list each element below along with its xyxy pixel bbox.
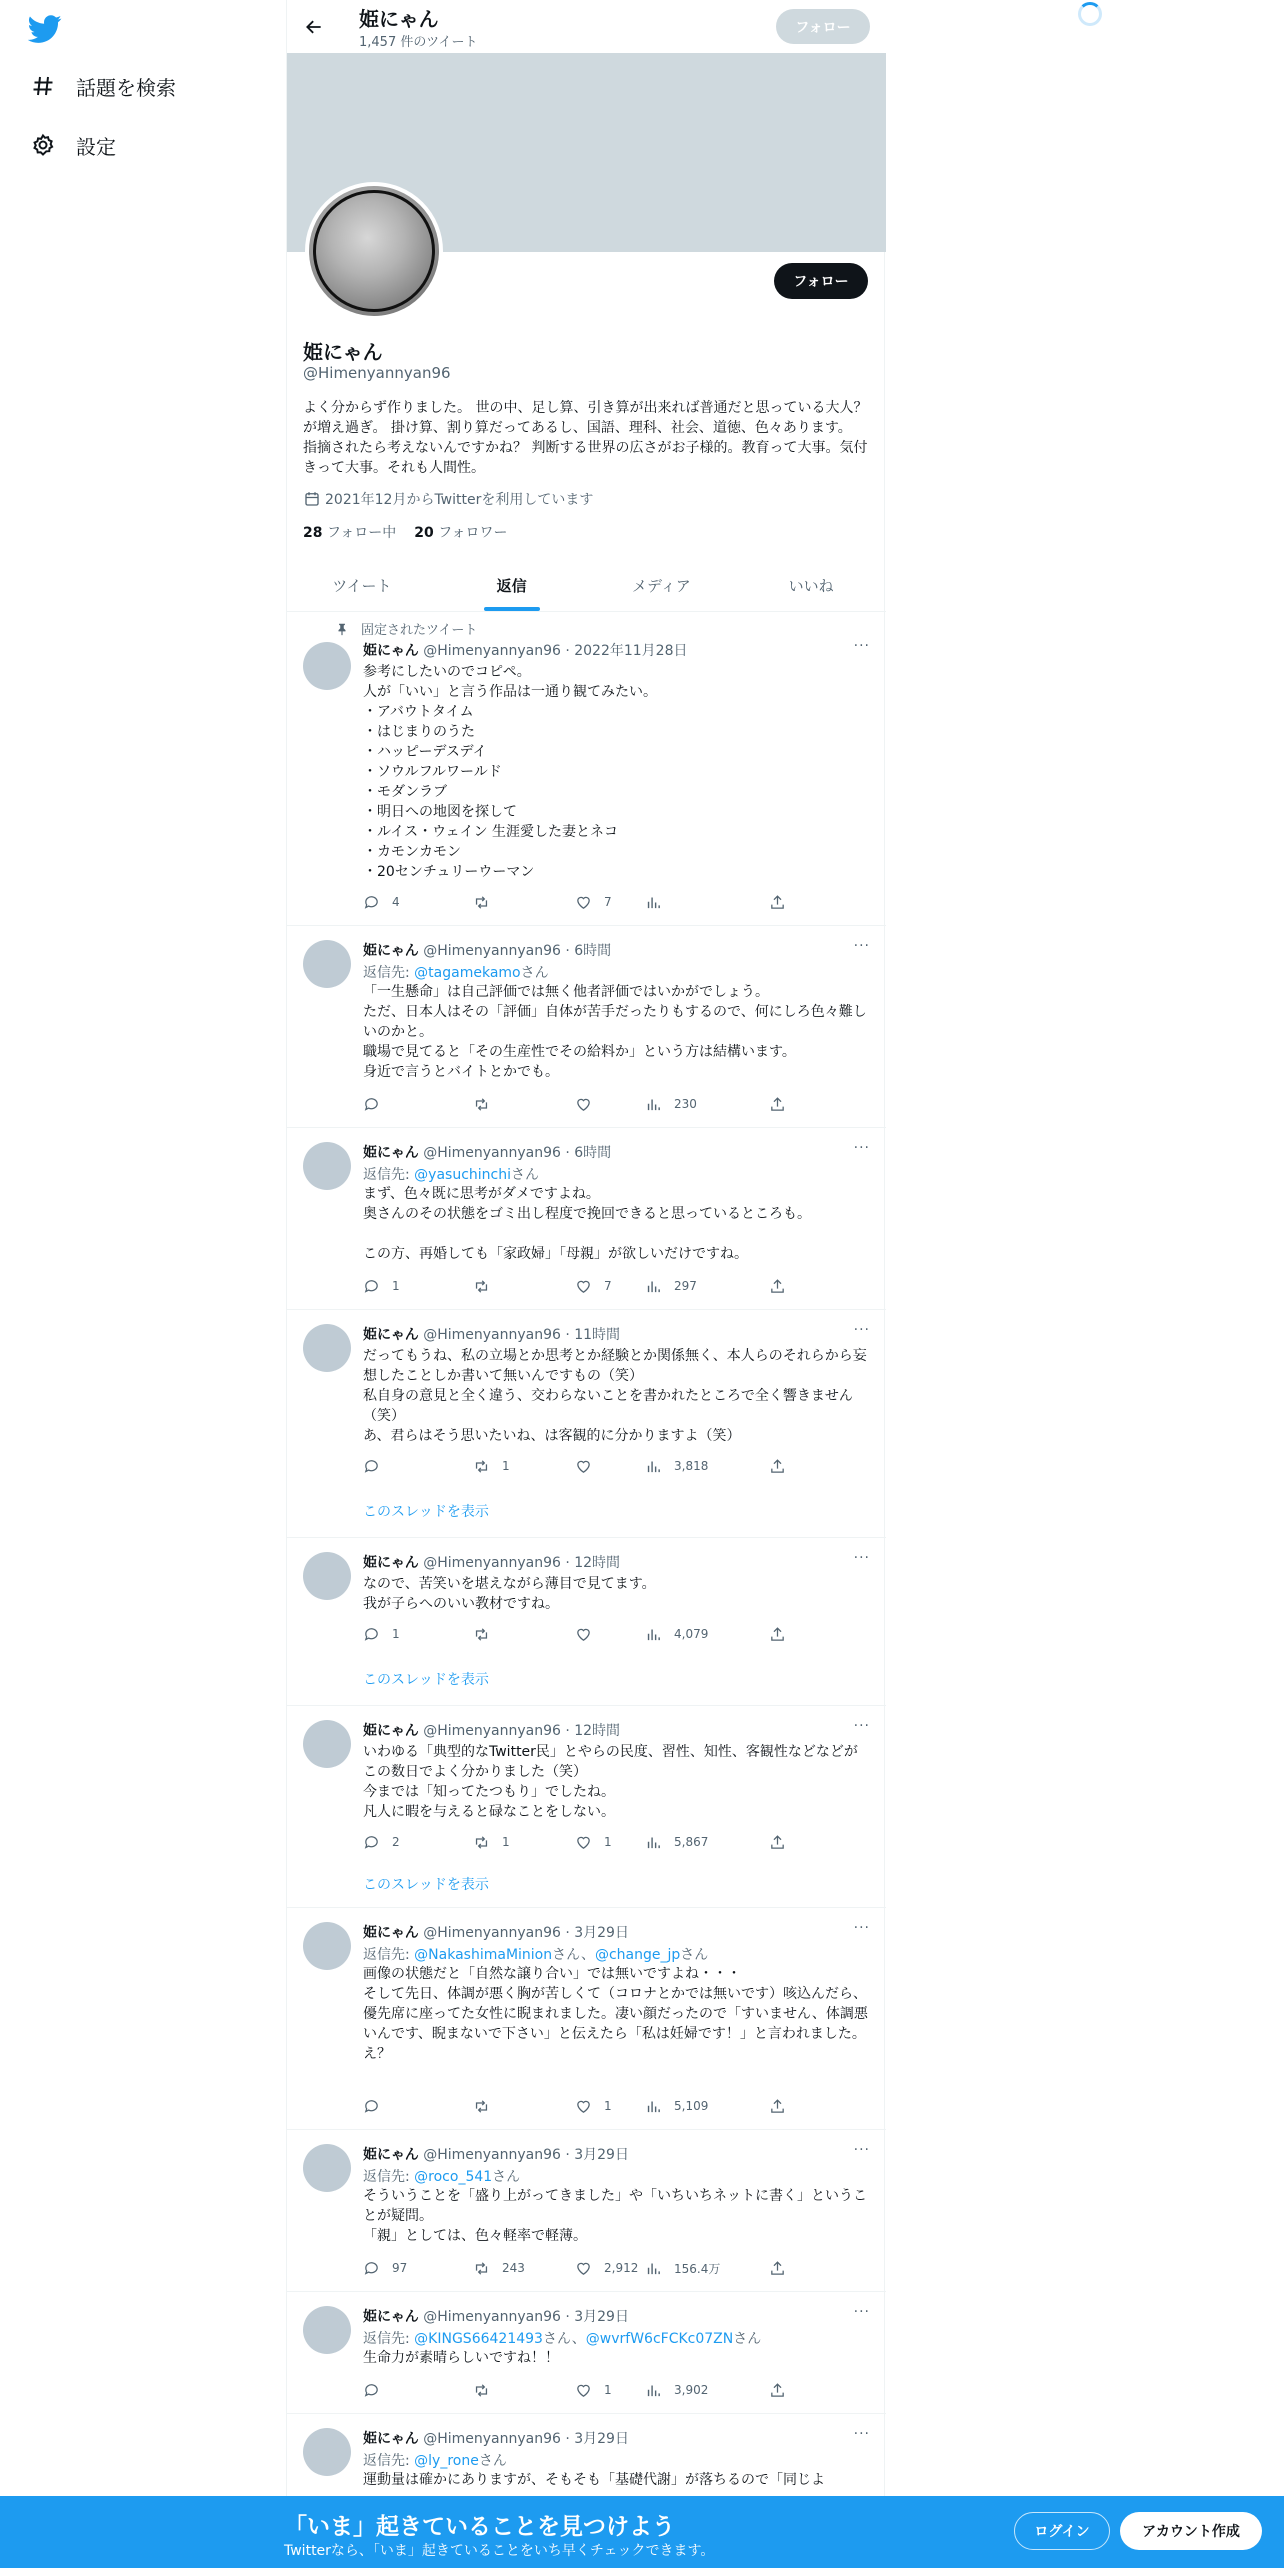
reply-to-link[interactable]: @KINGS66421493	[414, 2331, 543, 2347]
tweet-text: 画像の状態だと「自然な譲り合い」では無いですよね・・・ そして先日、体調が悪く胸が苦しくて（コロナとかでは無いです）咳込んだら、優先席に座ってた女性に睨まれました。凄い顔だったので「すいません、体調悪いんです、睨まないで下さい」と伝えたら「私は妊婦です！」と言われました。 え？	[363, 1966, 868, 2062]
tweet-avatar[interactable]	[303, 940, 351, 988]
tweet-meta[interactable]: @Himenyannyan96 · 11時間	[423, 1327, 621, 1343]
followers-link[interactable]	[414, 525, 507, 541]
views-count: 3,818	[674, 1459, 709, 1473]
nav-explore-label: 話題を検索	[76, 75, 176, 100]
tweet-text: そういうことを「盛り上がってきました」や「いちいちネットに書く」ということが疑問。 「親」としては、色々軽率で軽薄。	[363, 2188, 867, 2244]
reply-to-link[interactable]: @roco_541	[414, 2169, 493, 2185]
tweet-author-name[interactable]: 姫にゃん	[363, 643, 419, 659]
tweet-item[interactable]	[287, 1908, 886, 2130]
profile-handle: @Himenyannyan96	[303, 364, 451, 382]
views-icon	[645, 2382, 662, 2399]
following-label: フォロー中	[326, 525, 397, 541]
header-follow-button[interactable]: フォロー	[776, 9, 870, 44]
reply-suffix: さん	[733, 2331, 762, 2347]
reply-to	[363, 1164, 539, 1184]
back-arrow-icon[interactable]	[299, 12, 329, 42]
tweet-actions	[363, 1276, 803, 1296]
tweet-author-name[interactable]: 姫にゃん	[363, 2309, 419, 2325]
views-icon	[645, 1458, 662, 1475]
reply-button[interactable]	[363, 2258, 407, 2278]
tweet-author-name[interactable]: 姫にゃん	[363, 1925, 419, 1941]
tweet-text: 生命力が素晴らしいですね！！	[363, 2350, 559, 2366]
tweet-item[interactable]	[287, 926, 886, 1128]
tweet-avatar[interactable]	[303, 2428, 351, 2476]
share-icon	[769, 894, 786, 911]
tweet-avatar[interactable]	[303, 1142, 351, 1190]
reply-button[interactable]	[363, 1094, 392, 1114]
header-name: 姫にゃん	[359, 7, 439, 31]
followers-count: 20	[414, 525, 434, 541]
retweet-button[interactable]	[473, 1276, 502, 1296]
header-tweet-count: 1,457 件のツイート	[359, 35, 478, 50]
share-button[interactable]	[769, 2258, 786, 2278]
tweet-avatar[interactable]	[303, 2144, 351, 2192]
reply-button[interactable]	[363, 1624, 400, 1644]
like-button[interactable]	[575, 1094, 604, 1114]
views-count: 297	[674, 1279, 697, 1293]
signup-banner-subtitle: Twitterなら、「いま」起きていることをいち早くチェックできます。	[284, 2543, 715, 2559]
reply-to-link[interactable]: @NakashimaMinion	[414, 1947, 553, 1963]
tab-media[interactable]: メディア	[631, 576, 691, 595]
like-count: 2,912	[604, 2261, 639, 2275]
share-icon	[769, 2260, 786, 2277]
reply-icon	[363, 2098, 380, 2115]
tweet-avatar[interactable]	[303, 1720, 351, 1768]
tab-likes[interactable]: いいね	[788, 576, 834, 595]
tweet-header	[363, 1922, 629, 1942]
more-options-icon[interactable]: ···	[853, 1322, 870, 1338]
more-options-icon[interactable]: ···	[853, 1920, 870, 1936]
tweet-item[interactable]	[287, 2130, 886, 2292]
tweet-avatar[interactable]	[303, 1324, 351, 1372]
reply-prefix: 返信先:	[363, 965, 415, 981]
nav-explore[interactable]	[30, 70, 176, 102]
retweet-button[interactable]	[473, 1832, 510, 1852]
tweet-header	[363, 1324, 620, 1344]
tweet-actions	[363, 2096, 803, 2116]
tweet-meta[interactable]: @Himenyannyan96 · 3月29日	[423, 2309, 629, 2325]
reply-to	[363, 2166, 520, 2186]
tweet-actions	[363, 2380, 803, 2400]
retweet-count: 1	[502, 1835, 510, 1849]
tweet-text: いわゆる「典型的なTwitter民」とやらの民度、習性、知性、客観性などなどがこの数日でよく分かりました（笑） 今までは「知ってたつもり」でしたね。 凡人に暇を与えると碌なことをしない。	[363, 1744, 858, 1820]
tweet-item[interactable]	[287, 1538, 886, 1706]
login-button[interactable]: ログイン	[1014, 2512, 1110, 2550]
reply-button[interactable]	[363, 2096, 392, 2116]
reply-mid: さん、	[552, 1947, 595, 1963]
twitter-logo-icon[interactable]	[28, 12, 62, 46]
profile-header-bar	[287, 0, 886, 53]
tweet-avatar[interactable]	[303, 1552, 351, 1600]
following-link[interactable]	[303, 525, 396, 541]
like-count: 1	[604, 2383, 612, 2397]
reply-to	[363, 2450, 507, 2470]
tab-tweets[interactable]: ツイート	[332, 576, 392, 595]
share-button[interactable]	[769, 1456, 786, 1476]
retweet-icon	[473, 2260, 490, 2277]
more-options-icon[interactable]: ···	[853, 2142, 870, 2158]
tweet-meta[interactable]: @Himenyannyan96 · 12時間	[423, 1555, 621, 1571]
tweet-author-name[interactable]: 姫にゃん	[363, 1327, 419, 1343]
tweet-author-name[interactable]: 姫にゃん	[363, 2431, 419, 2447]
tweet-header	[363, 2428, 629, 2448]
like-button[interactable]	[575, 1276, 612, 1296]
tweet-avatar[interactable]	[303, 1922, 351, 1970]
like-icon	[575, 1458, 592, 1475]
tweet-author-name[interactable]: 姫にゃん	[363, 1723, 419, 1739]
like-button[interactable]	[575, 1456, 604, 1476]
tweet-meta[interactable]: @Himenyannyan96 · 12時間	[423, 1723, 621, 1739]
share-icon	[769, 1458, 786, 1475]
profile-column	[286, 0, 885, 2568]
tweet-actions	[363, 1094, 803, 1114]
tweet-header	[363, 640, 688, 660]
profile-bio: よく分からず作りました。 世の中、足し算、引き算が出来れば普通だと思っている大人？が増え過ぎ。 掛け算、割り算だってあるし、国語、理科、社会、道徳、色々あります。 指摘されたら考えないんですかね？ 判断する世界の広さがお子様的。教育って大事。気付きって大事。それも人間性。	[303, 400, 868, 476]
tweet-text: だってもうね、私の立場とか思考とか経験とか関係無く、本人らのそれらから妄想したことしか書いて無いんですもの（笑） 私自身の意見と全く違う、交わらないことを書かれたところで全く響きません（笑） あ、君らはそう思いたいね、は客観的に分かりますよ（笑）	[363, 1348, 867, 1444]
reply-button[interactable]	[363, 892, 400, 912]
profile-tabs	[287, 559, 886, 612]
retweet-button[interactable]	[473, 1624, 502, 1644]
views-icon	[645, 1096, 662, 1113]
like-button[interactable]	[575, 892, 612, 912]
views-icon	[645, 2098, 662, 2115]
views-count: 5,867	[674, 1835, 709, 1849]
tweet-text: 「一生懸命」は自己評価では無く他者評価ではいかがでしょう。 ただ、日本人はその「評価」自体が苦手だったりもするので、何にしろ色々難しいのかと。 職場で見てると「その生産性でその給料か」という方は結構います。 身近で言うとバイトとかでも。	[363, 984, 867, 1080]
reply-prefix: 返信先:	[363, 2331, 415, 2347]
tweet-header	[363, 2306, 629, 2326]
followers-label: フォロワー	[438, 525, 508, 541]
views-icon	[645, 2260, 662, 2277]
views-icon	[645, 1626, 662, 1643]
like-icon	[575, 1278, 592, 1295]
nav-settings-label: 設定	[76, 134, 116, 159]
retweet-icon	[473, 1626, 490, 1643]
retweet-button[interactable]	[473, 892, 502, 912]
reply-suffix: さん	[478, 2453, 507, 2469]
share-icon	[769, 1834, 786, 1851]
share-button[interactable]	[769, 2096, 786, 2116]
show-thread-link[interactable]: このスレッドを表示	[363, 1672, 489, 1688]
reply-suffix: さん	[511, 1167, 539, 1183]
like-count: 7	[604, 1279, 612, 1293]
views-count: 156.4万	[674, 2261, 721, 2276]
like-icon	[575, 894, 592, 911]
like-button[interactable]	[575, 2258, 638, 2278]
reply-button[interactable]	[363, 1832, 400, 1852]
tweet-avatar[interactable]	[303, 2306, 351, 2354]
profile-joined	[303, 489, 593, 509]
retweet-icon	[473, 894, 490, 911]
following-count: 28	[303, 525, 323, 541]
reply-icon	[363, 894, 380, 911]
hashtag-icon	[30, 73, 56, 99]
tweet-text: 運動量は確かにありますが、そもそも「基礎代謝」が落ちるので「同じよ	[363, 2472, 825, 2488]
tweet-meta[interactable]: @Himenyannyan96 · 3月29日	[423, 1925, 629, 1941]
tweet-author-name[interactable]: 姫にゃん	[363, 1555, 419, 1571]
like-icon	[575, 2382, 592, 2399]
share-icon	[769, 1278, 786, 1295]
views-button[interactable]	[645, 892, 674, 912]
share-icon	[769, 2098, 786, 2115]
retweet-button[interactable]	[473, 2380, 502, 2400]
tweet-header	[363, 1552, 620, 1572]
tweet-meta[interactable]: @Himenyannyan96 · 3月29日	[423, 2431, 629, 2447]
tweet-item[interactable]	[287, 1310, 886, 1538]
loading-spinner-icon	[1078, 2, 1102, 26]
more-options-icon[interactable]: ···	[853, 1140, 870, 1156]
more-options-icon[interactable]: ···	[853, 938, 870, 954]
reply-icon	[363, 1834, 380, 1851]
retweet-icon	[473, 2382, 490, 2399]
retweet-icon	[473, 1278, 490, 1295]
reply-icon	[363, 1458, 380, 1475]
tweet-meta[interactable]: @Himenyannyan96 · 6時間	[423, 943, 612, 959]
reply-suffix: さん	[520, 965, 549, 981]
reply-button[interactable]	[363, 1456, 392, 1476]
like-button[interactable]	[575, 2380, 612, 2400]
show-thread-link[interactable]: このスレッドを表示	[363, 1877, 489, 1893]
retweet-count: 1	[502, 1459, 510, 1473]
reply-count: 1	[392, 1627, 400, 1641]
retweet-button[interactable]	[473, 1456, 510, 1476]
reply-mid: さん、	[542, 2331, 586, 2347]
share-button[interactable]	[769, 892, 786, 912]
reply-to-link-2[interactable]: @wvrfW6cFCKc07ZN	[585, 2331, 734, 2347]
tweet-meta[interactable]: @Himenyannyan96 · 6時間	[423, 1145, 612, 1161]
tweet-header	[363, 1720, 620, 1740]
reply-icon	[363, 2260, 380, 2277]
pinned-indicator	[335, 619, 477, 638]
retweet-count: 243	[502, 2261, 525, 2275]
more-options-icon[interactable]: ···	[853, 2304, 870, 2320]
reply-button[interactable]	[363, 1276, 400, 1296]
reply-suffix: さん	[492, 2169, 521, 2185]
views-button[interactable]	[645, 1456, 708, 1476]
views-button[interactable]	[645, 2258, 720, 2278]
views-count: 230	[674, 1097, 697, 1111]
retweet-button[interactable]	[473, 1094, 502, 1114]
tweet-item[interactable]	[287, 2292, 886, 2414]
reply-icon	[363, 1096, 380, 1113]
reply-to-link[interactable]: @tagamekamo	[414, 965, 521, 981]
reply-icon	[363, 1626, 380, 1643]
retweet-icon	[473, 1458, 490, 1475]
tweet-text: まず、色々既に思考がダメですよね。 奥さんのその状態をゴミ出し程度で挽回できると思っているところも。 この方、再婚しても「家政婦」「母親」が欲しいだけですね。	[363, 1186, 811, 1262]
reply-count: 4	[392, 895, 400, 909]
like-count: 1	[604, 1835, 612, 1849]
tweet-actions	[363, 1624, 803, 1644]
tweet-actions	[363, 1832, 803, 1852]
reply-prefix: 返信先:	[363, 2169, 415, 2185]
retweet-icon	[473, 2098, 490, 2115]
like-icon	[575, 2260, 592, 2277]
views-count: 5,109	[674, 2099, 709, 2113]
reply-button[interactable]	[363, 2380, 392, 2400]
views-button[interactable]	[645, 1094, 697, 1114]
tweet-header	[363, 2144, 629, 2164]
like-icon	[575, 1096, 592, 1113]
pinned-label: 固定されたツイート	[361, 623, 478, 638]
more-options-icon[interactable]: ···	[853, 2426, 870, 2442]
tab-replies[interactable]: 返信	[437, 559, 587, 611]
signup-banner-title: 「いま」起きていることを見つけよう	[284, 2514, 675, 2540]
share-icon	[769, 1626, 786, 1643]
like-icon	[575, 1834, 592, 1851]
views-button[interactable]	[645, 1276, 697, 1296]
calendar-icon	[303, 490, 321, 508]
share-button[interactable]	[769, 1624, 786, 1644]
reply-to-link-2[interactable]: @change_jp	[594, 1947, 681, 1963]
reply-prefix: 返信先:	[363, 1947, 415, 1963]
tweet-avatar[interactable]	[303, 642, 351, 690]
like-button[interactable]	[575, 1624, 604, 1644]
tweet-author-name[interactable]: 姫にゃん	[363, 1145, 419, 1161]
reply-prefix: 返信先:	[363, 2453, 415, 2469]
reply-suffix: さん	[680, 1947, 709, 1963]
like-button[interactable]	[575, 2096, 612, 2116]
tweet-header	[363, 1142, 611, 1162]
profile-name: 姫にゃん	[303, 340, 383, 364]
views-button[interactable]	[645, 2096, 708, 2116]
share-button[interactable]	[769, 1276, 786, 1296]
reply-to-link[interactable]: @yasuchinchi	[414, 1167, 511, 1183]
retweet-icon	[473, 1096, 490, 1113]
retweet-button[interactable]	[473, 2258, 525, 2278]
retweet-button[interactable]	[473, 2096, 502, 2116]
share-button[interactable]	[769, 1094, 786, 1114]
like-button[interactable]	[575, 1832, 612, 1852]
signup-button[interactable]: アカウント作成	[1120, 2512, 1262, 2550]
signup-banner	[0, 2496, 1284, 2568]
reply-icon	[363, 2382, 380, 2399]
share-icon	[769, 1096, 786, 1113]
reply-count: 2	[392, 1835, 400, 1849]
more-options-icon[interactable]: ···	[853, 1718, 870, 1734]
share-button[interactable]	[769, 1832, 786, 1852]
show-thread-link[interactable]: このスレッドを表示	[363, 1504, 489, 1520]
views-count: 3,902	[674, 2383, 709, 2397]
tweet-actions	[363, 1456, 803, 1476]
tweet-header	[363, 940, 611, 960]
views-count: 4,079	[674, 1627, 709, 1641]
reply-count: 97	[392, 2261, 408, 2275]
tweet-actions	[363, 892, 803, 912]
like-count: 7	[604, 895, 612, 909]
tweet-item[interactable]	[287, 1706, 886, 1908]
like-icon	[575, 1626, 592, 1643]
share-icon	[769, 2382, 786, 2399]
profile-joined-text: 2021年12月からTwitterを利用しています	[325, 492, 594, 508]
tweet-text: なので、苦笑いを堪えながら薄目で見てます。 我が子らへのいい教材ですね。	[363, 1576, 656, 1612]
reply-to	[363, 2328, 761, 2348]
profile-avatar[interactable]	[305, 182, 443, 320]
reply-icon	[363, 1278, 380, 1295]
follow-counts	[303, 522, 508, 542]
more-options-icon[interactable]: ···	[853, 1550, 870, 1566]
pin-icon	[335, 622, 349, 636]
more-options-icon[interactable]: ···	[853, 638, 870, 654]
tweet-meta[interactable]: @Himenyannyan96 · 2022年11月28日	[423, 643, 688, 659]
share-button[interactable]	[769, 2380, 786, 2400]
tweet-author-name[interactable]: 姫にゃん	[363, 2147, 419, 2163]
views-button[interactable]	[645, 2380, 708, 2400]
reply-to	[363, 962, 549, 982]
gear-icon	[30, 132, 56, 158]
nav-settings[interactable]	[30, 129, 116, 161]
views-icon	[645, 1834, 662, 1851]
views-icon	[645, 894, 662, 911]
tweet-text: 参考にしたいのでコピペ。 人が「いい」と言う作品は一通り観てみたい。 ・アバウトタイム ・はじまりのうた ・ハッピーデスデイ ・ソウルフルワールド ・モダンラブ ・明日への地図を探して ・ルイス・ウェイン 生涯愛した妻とネコ ・カモンカモン ・20センチュリーウーマン	[363, 664, 657, 880]
reply-count: 1	[392, 1279, 400, 1293]
tweet-author-name[interactable]: 姫にゃん	[363, 943, 419, 959]
views-button[interactable]	[645, 1624, 708, 1644]
views-button[interactable]	[645, 1832, 708, 1852]
tweet-meta[interactable]: @Himenyannyan96 · 3月29日	[423, 2147, 629, 2163]
follow-button[interactable]: フォロー	[774, 263, 868, 299]
tweet-item[interactable]	[287, 612, 886, 926]
like-icon	[575, 2098, 592, 2115]
views-icon	[645, 1278, 662, 1295]
tweet-item[interactable]	[287, 1128, 886, 1310]
like-count: 1	[604, 2099, 612, 2113]
reply-prefix: 返信先:	[363, 1167, 415, 1183]
tweet-actions	[363, 2258, 803, 2278]
retweet-icon	[473, 1834, 490, 1851]
avatar-ring	[313, 190, 435, 312]
reply-to	[363, 1944, 708, 1964]
reply-to-link[interactable]: @ly_rone	[414, 2453, 479, 2469]
